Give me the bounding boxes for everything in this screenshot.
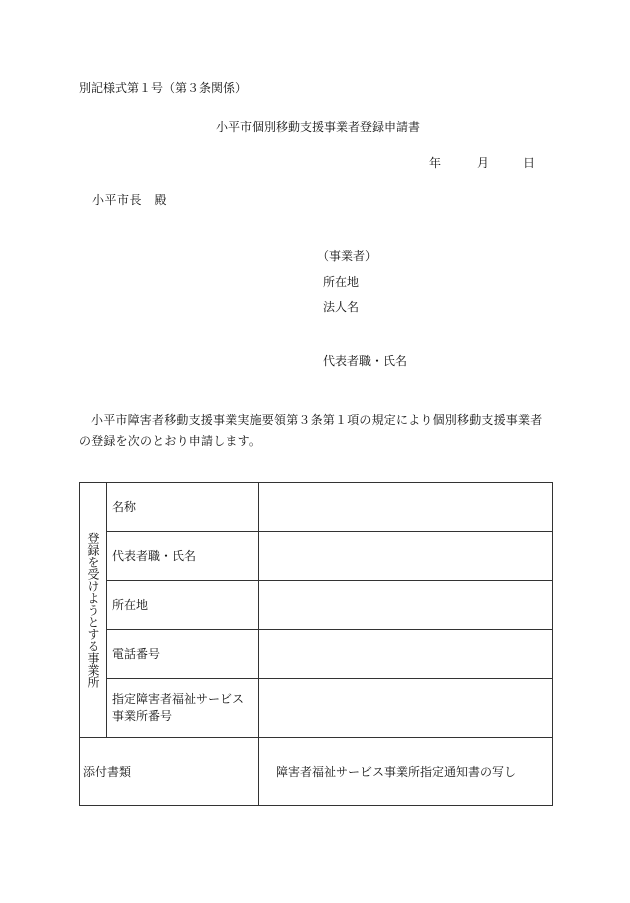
form-number: 別記様式第１号（第３条関係） (79, 81, 248, 95)
applicant-address-label: 所在地 (323, 275, 360, 289)
applicant-representative-label: 代表者職・氏名 (323, 354, 408, 368)
registration-table (79, 482, 553, 806)
office-number-label (107, 679, 259, 738)
applicant-heading: （事業者） (317, 249, 378, 263)
date-year-label: 年 (429, 156, 442, 170)
group-label-cell (80, 483, 107, 738)
table-row (80, 483, 553, 532)
representative-value-field[interactable] (259, 532, 553, 581)
table-row (80, 630, 553, 679)
table-row (80, 738, 553, 806)
attachment-value: 障害者福祉サービス事業所指定通知書の写し (259, 738, 553, 806)
application-statement: 小平市障害者移動支援事業実施要領第３条第１項の規定により個別移動支援事業者の登録を次のとおり申請します。 (79, 413, 543, 448)
phone-value-field[interactable] (259, 630, 553, 679)
table-row (80, 679, 553, 738)
attachment-label: 添付書類 (80, 738, 259, 806)
addressee: 小平市長 殿 (92, 193, 168, 207)
phone-label: 電話番号 (107, 630, 259, 679)
table-row (80, 532, 553, 581)
office-number-label-line2: 事業所番号 (112, 709, 173, 723)
table-row (80, 581, 553, 630)
name-value-field[interactable] (259, 483, 553, 532)
name-label: 名称 (107, 483, 259, 532)
address-label: 所在地 (107, 581, 259, 630)
office-number-label-line1: 指定障害者福祉サービス (112, 692, 245, 706)
date-month-label: 月 (477, 156, 490, 170)
office-number-value-field[interactable] (259, 679, 553, 738)
group-label: 登録を受けようとする事業所 (86, 532, 100, 688)
address-value-field[interactable] (259, 581, 553, 630)
document-title: 小平市個別移動支援事業者登録申請書 (216, 120, 421, 134)
date-day-label: 日 (523, 156, 536, 170)
representative-label: 代表者職・氏名 (107, 532, 259, 581)
applicant-corporation-label: 法人名 (323, 300, 360, 314)
